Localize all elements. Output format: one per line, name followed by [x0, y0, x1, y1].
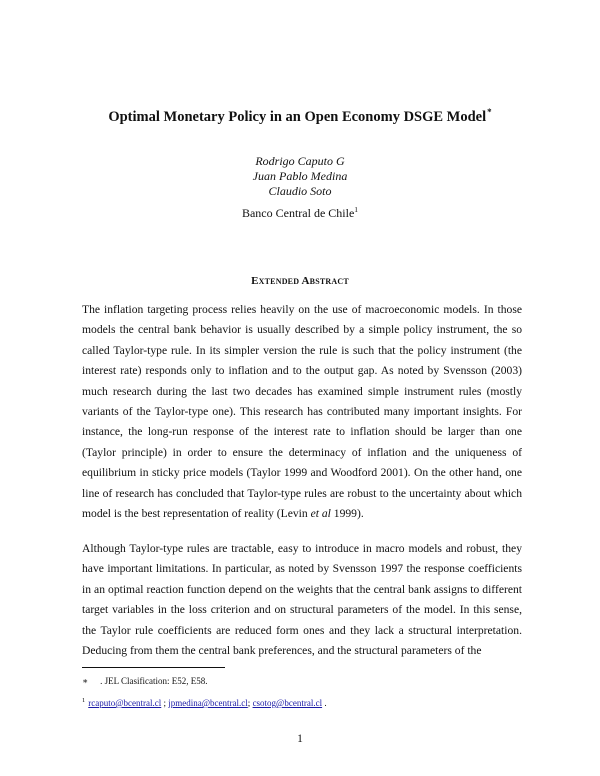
abstract-paragraph-1 — [82, 300, 522, 524]
email-link[interactable]: csotog@bcentral.cl — [252, 698, 323, 708]
footnote-1-text: . JEL Clasification: E52, E58. — [100, 676, 208, 686]
email-link[interactable]: rcaputo@bcentral.cl — [88, 698, 162, 708]
paper-title-text: Optimal Monetary Policy in an Open Economy DSGE Model — [108, 109, 487, 125]
footnote-end: . — [322, 698, 327, 708]
footnote-divider — [82, 667, 225, 668]
institution-name: Banco Central de Chile — [241, 206, 355, 220]
footnote-1-mark: ∗ — [82, 676, 89, 686]
author-name: Claudio Soto — [268, 184, 332, 198]
author-list — [0, 154, 600, 199]
paragraph-text: The inflation targeting process relies heavily on the use of macroeconomic models. In those models the central bank behavior is usually described by a simple policy instrument, the so called Taylor-type rule. In its simpler version the rule is such that the policy instrument (the interest rate) responds only to inflation and to the output gap. As noted by Svensson (2003) much research during the last two decades has examined simple instrument rules (mostly variants of the Taylor-type one). This research has contributed many important insights. For instance, the long-run response of the interest rate to inflation should be larger than one (Taylor principle) in order to ensure the determinacy of inflation and the uniqueness of equilibrium in sticky price models (Taylor 1999 and Woodford 2001). On the other hand, one line of research has concluded that Taylor-type rules are robust to the uncertainty about which model is the best representation of reality (Levin — [82, 303, 522, 521]
institution — [0, 205, 600, 221]
author-name: Rodrigo Caputo G — [255, 154, 345, 168]
footnote-1 — [82, 676, 208, 687]
institution-footnote-mark: 1 — [354, 205, 359, 214]
footnote-separator: ; — [161, 698, 169, 708]
page-number: 1 — [297, 733, 303, 745]
abstract-paragraph-2: Although Taylor-type rules are tractable, easy to introduce in macro models and robust, they have important limitations. In particular, as noted by Svensson 1997 the response coefficients in an optimal reaction function depend on the weights that the central bank assigns to different target variables in the loss criterion and on structural parameters of the model. In this sense, the Taylor rule coefficients are reduced form ones and they lack a structural interpretation. Deducing from them the central bank preferences, and the structural parameters of the — [82, 542, 522, 658]
footnote-separator: ; — [247, 698, 253, 708]
author-name: Juan Pablo Medina — [252, 169, 348, 183]
title-footnote-mark: * — [487, 107, 492, 117]
footnote-2 — [82, 697, 327, 708]
paper-title — [0, 107, 600, 126]
section-heading: Extended Abstract — [251, 275, 349, 287]
paragraph-italic-text: et al — [310, 507, 331, 521]
paragraph-text: 1999). — [330, 507, 364, 521]
footnote-2-mark: 1 — [82, 697, 86, 704]
email-link[interactable]: jpmedina@bcentral.cl — [168, 698, 248, 708]
